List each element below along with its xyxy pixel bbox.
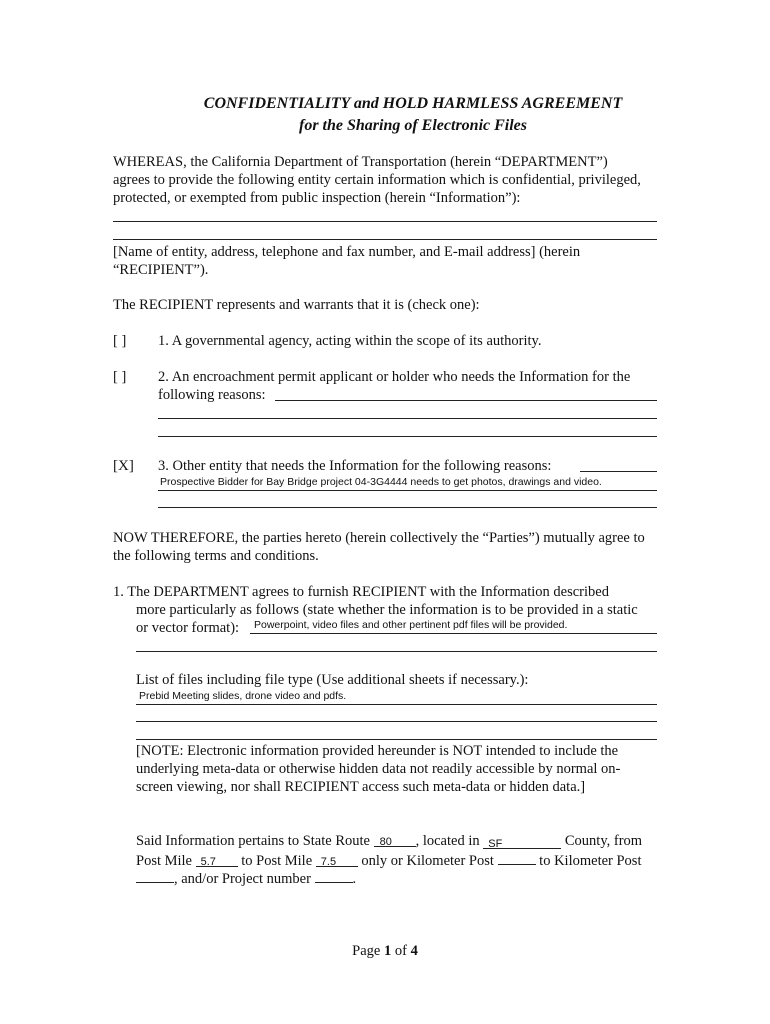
note-line-3: screen viewing, nor shall RECIPIENT access such meta-data or hidden data.] <box>136 779 586 795</box>
now-therefore-line-1: NOW THEREFORE, the parties hereto (herein collectively the “Parties”) mutually agree to <box>113 530 645 546</box>
document-subtitle: for the Sharing of Electronic Files <box>298 117 528 134</box>
name-instruction-line-1: [Name of entity, address, telephone and fax number, and E-mail address] (herein <box>113 244 581 260</box>
whereas-line-3: protected, or exempted from public inspection (herein “Information”): <box>113 190 521 206</box>
page-footer <box>0 943 770 960</box>
list-files-label: List of files including file type (Use additional sheets if necessary.): <box>136 672 529 688</box>
option-3-fill-line <box>158 490 657 491</box>
item-1-line-1: 1. The DEPARTMENT agrees to furnish RECIPIENT with the Information described <box>113 584 609 600</box>
said-text-d: Post Mile <box>136 853 196 869</box>
checkbox-option-3[interactable]: [X] <box>113 458 134 474</box>
county-field[interactable] <box>483 834 561 849</box>
reasons-blank-line-3[interactable] <box>158 436 657 437</box>
now-therefore-line-2: the following terms and conditions. <box>113 548 319 564</box>
kilometer-post-from-field[interactable] <box>498 850 536 865</box>
project-number-field[interactable] <box>315 868 353 883</box>
said-text-c: County, from <box>561 833 643 849</box>
document-title: CONFIDENTIALITY and HOLD HARMLESS AGREEMENT <box>203 95 623 112</box>
option-3-blank-line-2[interactable] <box>158 507 657 508</box>
list-files-line-3[interactable] <box>136 739 657 740</box>
post-mile-from-field[interactable] <box>196 852 238 867</box>
said-text-a: Said Information pertains to State Route <box>136 833 374 849</box>
whereas-line-1: WHEREAS, the California Department of Transportation (herein “DEPARTMENT”) <box>113 154 608 170</box>
page-current: 1 <box>383 943 392 959</box>
said-text-b: , located in <box>415 833 484 849</box>
note-line-1: [NOTE: Electronic information provided hereunder is NOT intended to include the <box>136 743 619 759</box>
whereas-line-2: agrees to provide the following entity certain information which is confidential, privileged, <box>113 172 641 188</box>
post-mile-from-value: 5.7 <box>200 856 216 868</box>
item-1-line-3: or vector format): <box>136 620 240 636</box>
reasons-blank-line-2[interactable] <box>158 418 657 419</box>
said-text-h: , and/or Project number <box>174 871 315 887</box>
said-text-i: . <box>352 871 357 887</box>
represents-text: The RECIPIENT represents and warrants that it is (check one): <box>113 297 480 313</box>
route-value: 80 <box>379 836 392 848</box>
said-text-e: to Post Mile <box>237 853 316 869</box>
format-filled-text[interactable]: Powerpoint, video files and other pertinent pdf files will be provided. <box>254 619 568 631</box>
said-info-line-2 <box>136 850 641 870</box>
format-blank-line-2[interactable] <box>136 651 657 652</box>
kilometer-post-to-field[interactable] <box>136 868 174 883</box>
checkbox-option-1[interactable]: [ ] <box>113 333 127 349</box>
reasons-blank-line-1[interactable] <box>275 400 657 401</box>
page-prefix: Page <box>352 943 384 959</box>
list-files-line-1 <box>136 704 657 705</box>
note-line-2: underlying meta-data or otherwise hidden data not readily accessible by normal on- <box>136 761 621 777</box>
page-mid: of <box>391 943 411 959</box>
name-instruction-line-2: “RECIPIENT”). <box>113 262 209 278</box>
page-total: 4 <box>410 943 418 959</box>
route-field[interactable] <box>374 832 416 847</box>
post-mile-to-field[interactable] <box>316 852 358 867</box>
list-files-filled-text[interactable]: Prebid Meeting slides, drone video and pdfs. <box>139 690 347 702</box>
post-mile-to-value: 7.5 <box>320 856 337 868</box>
list-files-line-2[interactable] <box>136 721 657 722</box>
format-fill-line <box>250 633 657 634</box>
option-3-filled-reason[interactable]: Prospective Bidder for Bay Bridge project 04-3G4444 needs to get photos, drawings and video. <box>160 476 602 488</box>
option-3-text: 3. Other entity that needs the Information for the following reasons: <box>158 458 552 474</box>
county-value: SF <box>488 838 503 850</box>
said-info-line-1 <box>136 832 642 850</box>
option-2-text-line-1: 2. An encroachment permit applicant or holder who needs the Information for the <box>158 369 631 385</box>
option-1-text: 1. A governmental agency, acting within the scope of its authority. <box>158 333 542 349</box>
said-info-line-3 <box>136 868 356 888</box>
recipient-blank-line-1[interactable] <box>113 221 657 222</box>
option-3-blank-line[interactable] <box>580 471 657 472</box>
said-text-g: to Kilometer Post <box>535 853 642 869</box>
recipient-blank-line-2[interactable] <box>113 239 657 240</box>
said-text-f: only or Kilometer Post <box>357 853 498 869</box>
option-2-text-line-2: following reasons: <box>158 387 266 403</box>
item-1-line-2: more particularly as follows (state whether the information is to be provided in a static <box>136 602 638 618</box>
checkbox-option-2[interactable]: [ ] <box>113 369 127 385</box>
